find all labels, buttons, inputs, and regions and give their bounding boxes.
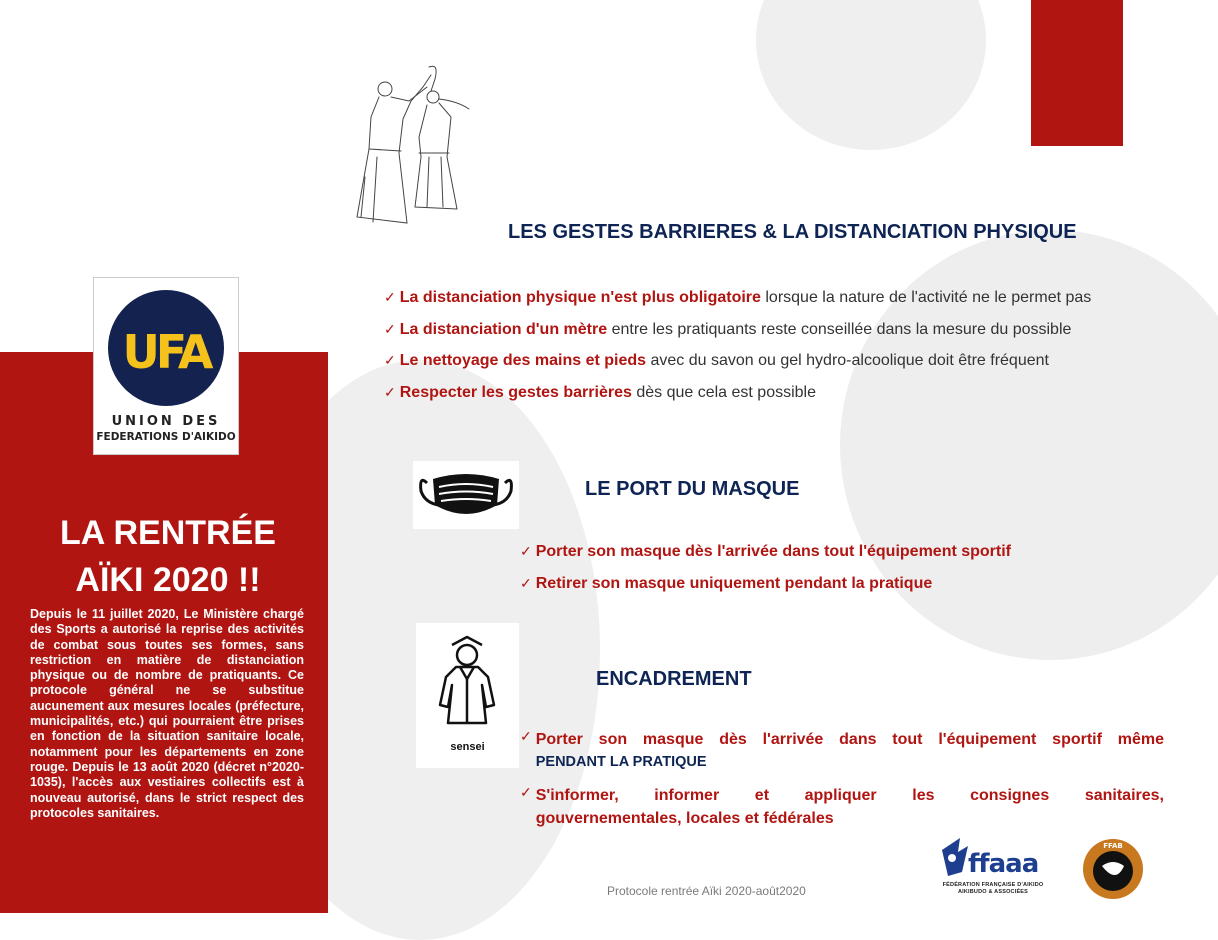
check-icon: ✓ bbox=[384, 383, 396, 400]
check-icon: ✓ bbox=[520, 784, 532, 800]
ffaaa-caption: FÉDÉRATION FRANÇAISE D'AIKIDO AIKIBUDO & ASSOCIÉES bbox=[942, 882, 1044, 895]
sensei-icon-box bbox=[416, 623, 519, 768]
item-text: avec du savon ou gel hydro-alcoolique doit être fréquent bbox=[646, 352, 1049, 369]
item-text: lorsque la nature de l'activité ne le permet pas bbox=[760, 289, 1092, 306]
heading-encadrement: ENCADREMENT bbox=[596, 668, 752, 690]
check-icon: ✓ bbox=[520, 543, 532, 559]
ffaaa-logo bbox=[938, 832, 1048, 902]
ufa-emblem-icon bbox=[104, 286, 228, 410]
item-bold-text: La distanciation d'un mètre bbox=[399, 320, 608, 338]
aikido-illustration-icon bbox=[347, 57, 479, 235]
sensei-label: sensei bbox=[450, 741, 485, 753]
logo-union-text: UNION DES bbox=[111, 414, 221, 429]
logo-letters: UFA bbox=[122, 325, 210, 379]
list-item bbox=[384, 314, 1194, 346]
check-icon: ✓ bbox=[384, 352, 396, 368]
check-icon: ✓ bbox=[520, 728, 532, 744]
panel-title-line1: LA RENTRÉE bbox=[60, 514, 276, 552]
item-bold-text: Respecter les gestes barrières bbox=[399, 383, 632, 401]
mask-list bbox=[520, 536, 1160, 599]
heading-barrier-gestures: LES GESTES BARRIERES & LA DISTANCIATION PHYSIQUE bbox=[508, 221, 1077, 243]
item-text: entre les pratiquants reste conseillée dans la mesure du possible bbox=[607, 320, 1072, 338]
panel-title bbox=[20, 510, 316, 604]
check-icon: ✓ bbox=[384, 289, 396, 305]
item-text: dès que cela est possible bbox=[631, 383, 816, 401]
ffaaa-logo-icon bbox=[938, 832, 1048, 882]
list-item bbox=[520, 728, 1164, 774]
sensei-icon bbox=[416, 623, 519, 735]
heading-mask: LE PORT DU MASQUE bbox=[585, 478, 800, 500]
list-item bbox=[520, 536, 1160, 568]
item-text-line2: PENDANT LA PRATIQUE bbox=[535, 754, 707, 770]
ffab-logo-icon bbox=[1080, 838, 1146, 900]
item-bold-text: La distanciation physique n'est plus obligatoire bbox=[399, 289, 761, 306]
footer-text: Protocole rentrée Aïki 2020-août2020 bbox=[607, 884, 806, 898]
check-icon: ✓ bbox=[384, 320, 396, 337]
decor-circle-top bbox=[756, 0, 986, 150]
list-item bbox=[520, 568, 1160, 600]
ufa-logo bbox=[93, 277, 239, 455]
decor-red-block bbox=[1031, 0, 1123, 146]
item-text-line1: S'informer, informer et appliquer les consignes sanitaires, bbox=[535, 787, 1164, 804]
item-text: Porter son masque dès l'arrivée dans tout l'équipement sportif bbox=[535, 543, 1012, 560]
item-text-line2: gouvernementales, locales et fédérales bbox=[535, 810, 834, 827]
ffaaa-wordmark: ffaaa bbox=[968, 849, 1039, 879]
mask-icon-box bbox=[413, 461, 519, 529]
panel-title-line2: AÏKI 2020 !! bbox=[75, 561, 261, 599]
logo-federations-text: FEDERATIONS D'AIKIDO bbox=[96, 431, 236, 443]
list-item bbox=[384, 282, 1194, 314]
item-text-line1: Porter son masque dès l'arrivée dans tout l'équipement sportif même bbox=[535, 731, 1164, 748]
ffab-text: FFAB bbox=[1103, 842, 1123, 850]
list-item bbox=[384, 345, 1194, 377]
encadrement-list bbox=[520, 728, 1164, 830]
panel-body: Depuis le 11 juillet 2020, Le Ministère chargé des Sports a autorisé la reprise des activités de combat sous toutes ses formes, sans restriction en matière de distanciation physique ou de nombre de pratiquants. Ce protocole général ne se substitue aucunement aux mesures locales (préfecture, municipalités, etc.) qui pourraient être prises en fonction de la situation sanitaire locale, notamment pour les départements en zone rouge. Depuis le 13 août 2020 (décret n°2020-1035), l'accès aux vestiaires collectifs est à nouveau autorisé, dans le strict respect des protocoles sanitaires. bbox=[30, 607, 304, 820]
list-item bbox=[384, 377, 1194, 409]
check-icon: ✓ bbox=[520, 574, 532, 591]
item-text: Retirer son masque uniquement pendant la pratique bbox=[535, 574, 933, 592]
barrier-gestures-list bbox=[384, 282, 1194, 408]
list-item bbox=[520, 784, 1164, 830]
face-mask-icon bbox=[413, 461, 519, 529]
item-bold-text: Le nettoyage des mains et pieds bbox=[399, 352, 647, 369]
